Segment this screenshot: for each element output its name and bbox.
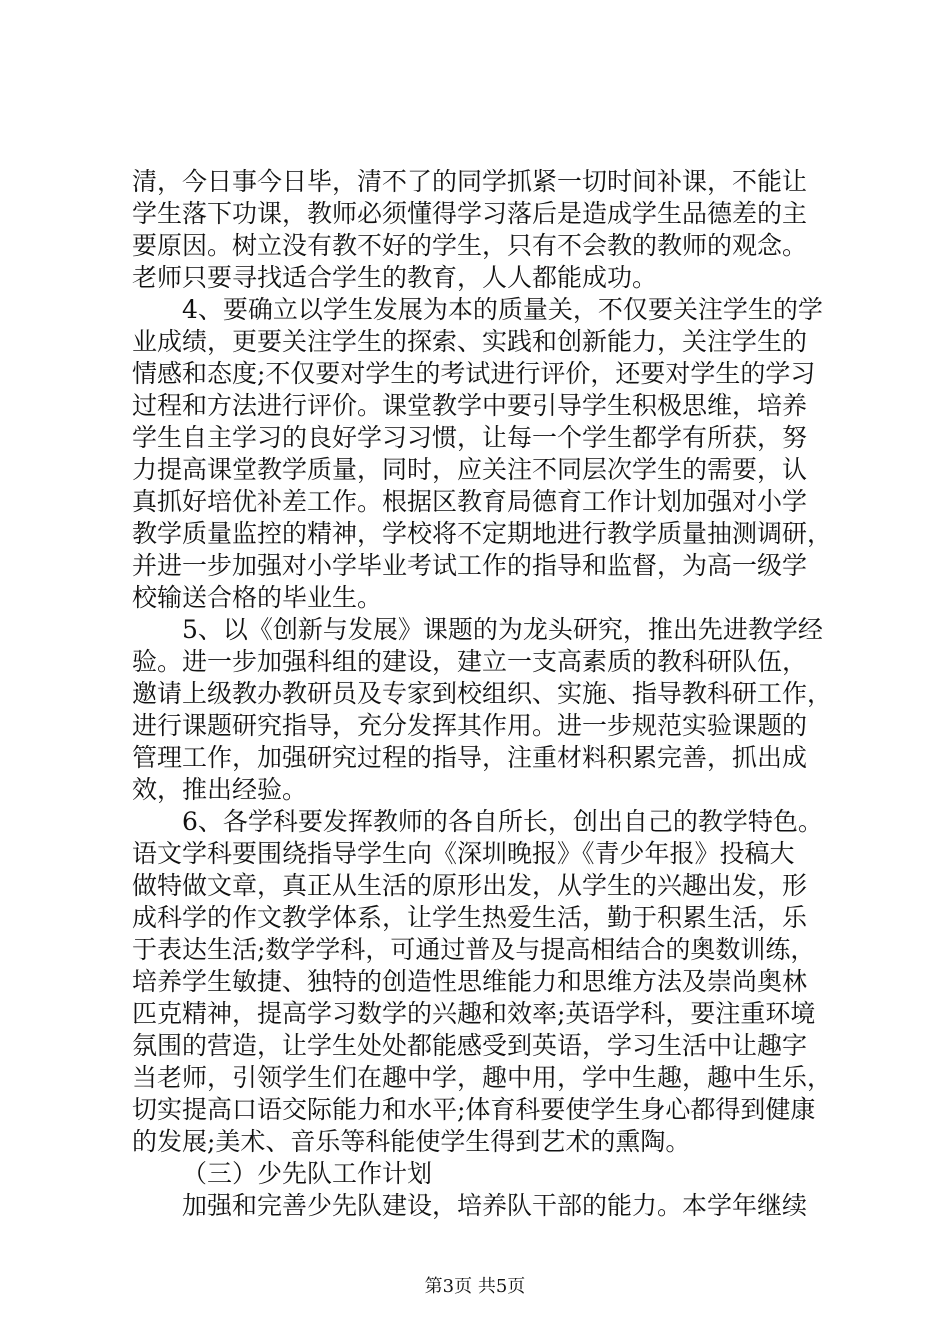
text-line: 切实提高口语交际能力和水平;体育科要使学生身心都得到健康 [132, 1095, 816, 1124]
text-line: 加强和完善少先队建设，培养队干部的能力。本学年继续 [182, 1191, 808, 1220]
page-footer: 第3页 共5页 [424, 1276, 526, 1297]
text-line: 语文学科要围绕指导学生向《深圳晚报》《青少年报》投稿大 [132, 839, 795, 868]
text-line: 于表达生活;数学学科，可通过普及与提高相结合的奥数训练， [132, 935, 816, 964]
text-line: 业成绩，更要关注学生的探索、实践和创新能力，关注学生的 [132, 327, 808, 356]
text-line: 邀请上级教办教研员及专家到校组织、实施、指导教科研工作， [132, 679, 833, 708]
text-line: 力提高课堂教学质量，同时，应关注不同层次学生的需要，认 [132, 455, 808, 484]
text-line: 的发展;美术、音乐等科能使学生得到艺术的熏陶。 [132, 1127, 691, 1156]
text-line: 学生落下功课，教师必须懂得学习落后是造成学生品德差的主 [132, 199, 808, 228]
text-line: 过程和方法进行评价。课堂教学中要引导学生积极思维，培养 [132, 391, 808, 420]
text-line: （三）少先队工作计划 [182, 1159, 433, 1188]
text-line: 6、各学科要发挥教师的各自所长，创出自己的教学特色。 [182, 807, 823, 836]
text-line: 当老师，引领学生们在趣中学，趣中用，学中生趣，趣中生乐， [132, 1063, 833, 1092]
text-line: 效，推出经验。 [132, 775, 308, 804]
text-line: 做特做文章，真正从生活的原形出发，从学生的兴趣出发，形 [132, 871, 808, 900]
text-line: 要原因。树立没有教不好的学生，只有不会教的教师的观念。 [132, 231, 808, 260]
text-line: 情感和态度;不仅要对学生的考试进行评价，还要对学生的学习 [132, 359, 816, 388]
text-line: 验。进一步加强科组的建设，建立一支高素质的教科研队伍， [132, 647, 808, 676]
text-line: 校输送合格的毕业生。 [132, 583, 383, 612]
text-line: 成科学的作文教学体系，让学生热爱生活，勤于积累生活，乐 [132, 903, 808, 932]
text-line: 进行课题研究指导，充分发挥其作用。进一步规范实验课题的 [132, 711, 808, 740]
text-line: 教学质量监控的精神，学校将不定期地进行教学质量抽测调研， [132, 519, 833, 548]
text-line: 培养学生敏捷、独特的创造性思维能力和思维方法及崇尚奥林 [132, 967, 808, 996]
text-line: 匹克精神，提高学习数学的兴趣和效率;英语学科，要注重环境 [132, 999, 816, 1028]
text-line: 学生自主学习的良好学习习惯，让每一个学生都学有所获，努 [132, 423, 808, 452]
text-line: 清，今日事今日毕，清不了的同学抓紧一切时间补课，不能让 [132, 167, 808, 196]
text-line: 管理工作，加强研究过程的指导，注重材料积累完善，抓出成 [132, 743, 808, 772]
text-line: 真抓好培优补差工作。根据区教育局德育工作计划加强对小学 [132, 487, 808, 516]
text-line: 老师只要寻找适合学生的教育，人人都能成功。 [132, 263, 658, 292]
text-line: 4、要确立以学生发展为本的质量关，不仅要关注学生的学 [182, 295, 823, 324]
text-line: 并进一步加强对小学毕业考试工作的指导和监督，为高一级学 [132, 551, 808, 580]
document-body [132, 166, 844, 1222]
text-line: 氛围的营造，让学生处处都能感受到英语，学习生活中让趣字 [132, 1031, 808, 1060]
text-line: 5、以《创新与发展》课题的为龙头研究，推出先进教学经 [182, 615, 823, 644]
